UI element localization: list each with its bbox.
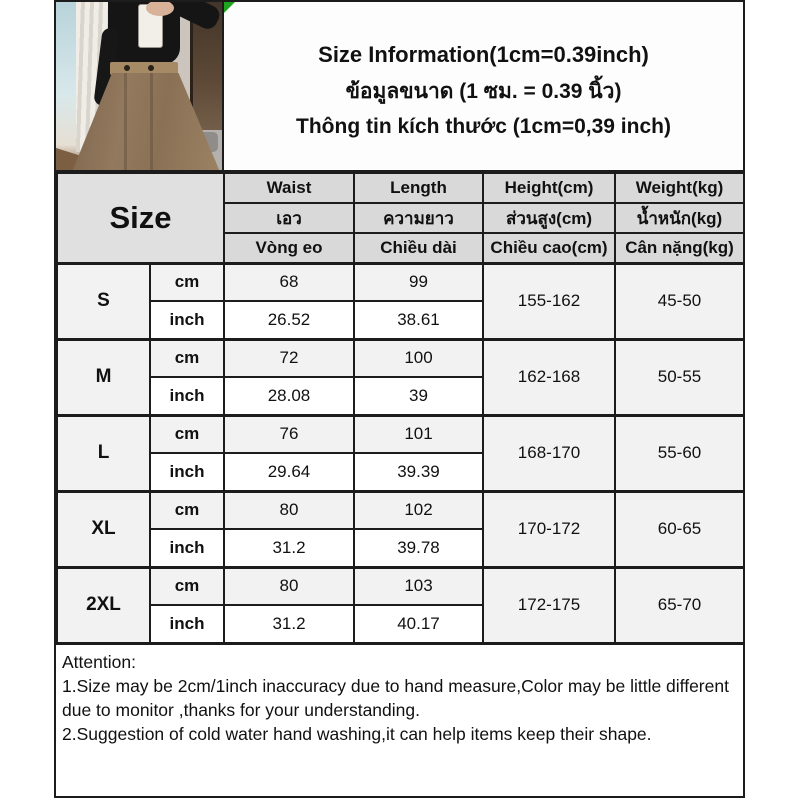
cell-waist-cm: 80 [224,491,354,529]
col-header-waist-en: Waist [224,173,354,203]
size-table [56,172,745,644]
cell-height-range: 155-162 [483,263,615,339]
cell-waist-inch: 26.52 [224,301,354,339]
cell-weight-range: 55-60 [615,415,744,491]
unit-label-cm: cm [150,339,224,377]
cell-length-inch: 38.61 [354,301,483,339]
cell-length-cm: 101 [354,415,483,453]
photo-waist-button [148,65,154,71]
size-chart-sheet [54,0,745,798]
photo-pants-fold [150,73,153,170]
cell-waist-cm: 68 [224,263,354,301]
unit-label-inch: inch [150,605,224,643]
cell-height-range: 170-172 [483,491,615,567]
cell-waist-inch: 31.2 [224,605,354,643]
size-row-label: XL [57,491,150,567]
size-row-label: S [57,263,150,339]
cell-length-cm: 100 [354,339,483,377]
attention-notes [56,644,743,796]
cell-waist-cm: 80 [224,567,354,605]
col-header-height-th: ส่วนสูง(cm) [483,203,615,233]
col-header-waist-vi: Vòng eo [224,233,354,263]
cell-waist-cm: 76 [224,415,354,453]
unit-label-cm: cm [150,567,224,605]
green-corner-marker-icon [224,2,235,13]
unit-label-cm: cm [150,491,224,529]
title-vietnamese: Thông tin kích thước (1cm=0,39 inch) [296,114,671,138]
cell-height-range: 168-170 [483,415,615,491]
unit-label-inch: inch [150,377,224,415]
cell-height-range: 162-168 [483,339,615,415]
cell-height-range: 172-175 [483,567,615,643]
cell-weight-range: 45-50 [615,263,744,339]
top-banner [56,2,743,172]
size-row-label: L [57,415,150,491]
unit-label-inch: inch [150,301,224,339]
cell-waist-inch: 28.08 [224,377,354,415]
cell-waist-cm: 72 [224,339,354,377]
cell-length-cm: 102 [354,491,483,529]
col-header-length-th: ความยาว [354,203,483,233]
cell-length-inch: 39.39 [354,453,483,491]
cell-length-cm: 103 [354,567,483,605]
cell-weight-range: 65-70 [615,567,744,643]
col-header-length-vi: Chiều dài [354,233,483,263]
attention-note-2: 2.Suggestion of cold water hand washing,it can help items keep their shape. [62,724,652,745]
title-block [224,2,743,170]
attention-heading: Attention: [62,652,136,672]
unit-label-inch: inch [150,529,224,567]
col-header-height-en: Height(cm) [483,173,615,203]
col-header-weight-en: Weight(kg) [615,173,744,203]
size-row-label: 2XL [57,567,150,643]
col-header-weight-th: น้ำหนัก(kg) [615,203,744,233]
size-header: Size [57,173,224,263]
cell-waist-inch: 31.2 [224,529,354,567]
col-header-weight-vi: Cân nặng(kg) [615,233,744,263]
size-row-label: M [57,339,150,415]
cell-weight-range: 60-65 [615,491,744,567]
unit-label-inch: inch [150,453,224,491]
cell-length-inch: 39 [354,377,483,415]
title-english: Size Information(1cm=0.39inch) [318,41,649,67]
attention-note-1: 1.Size may be 2cm/1inch inaccuracy due to hand measure,Color may be little different due to monitor ,thanks for your understanding. [62,676,729,721]
cell-length-cm: 99 [354,263,483,301]
title-thai: ข้อมูลขนาด (1 ซม. = 0.39 นิ้ว) [345,79,622,103]
cell-length-inch: 39.78 [354,529,483,567]
product-photo [56,2,224,170]
cell-length-inch: 40.17 [354,605,483,643]
unit-label-cm: cm [150,263,224,301]
photo-pants-fold [124,73,127,170]
cell-weight-range: 50-55 [615,339,744,415]
cell-waist-inch: 29.64 [224,453,354,491]
col-header-height-vi: Chiều cao(cm) [483,233,615,263]
unit-label-cm: cm [150,415,224,453]
col-header-waist-th: เอว [224,203,354,233]
col-header-length-en: Length [354,173,483,203]
photo-waist-button [124,65,130,71]
